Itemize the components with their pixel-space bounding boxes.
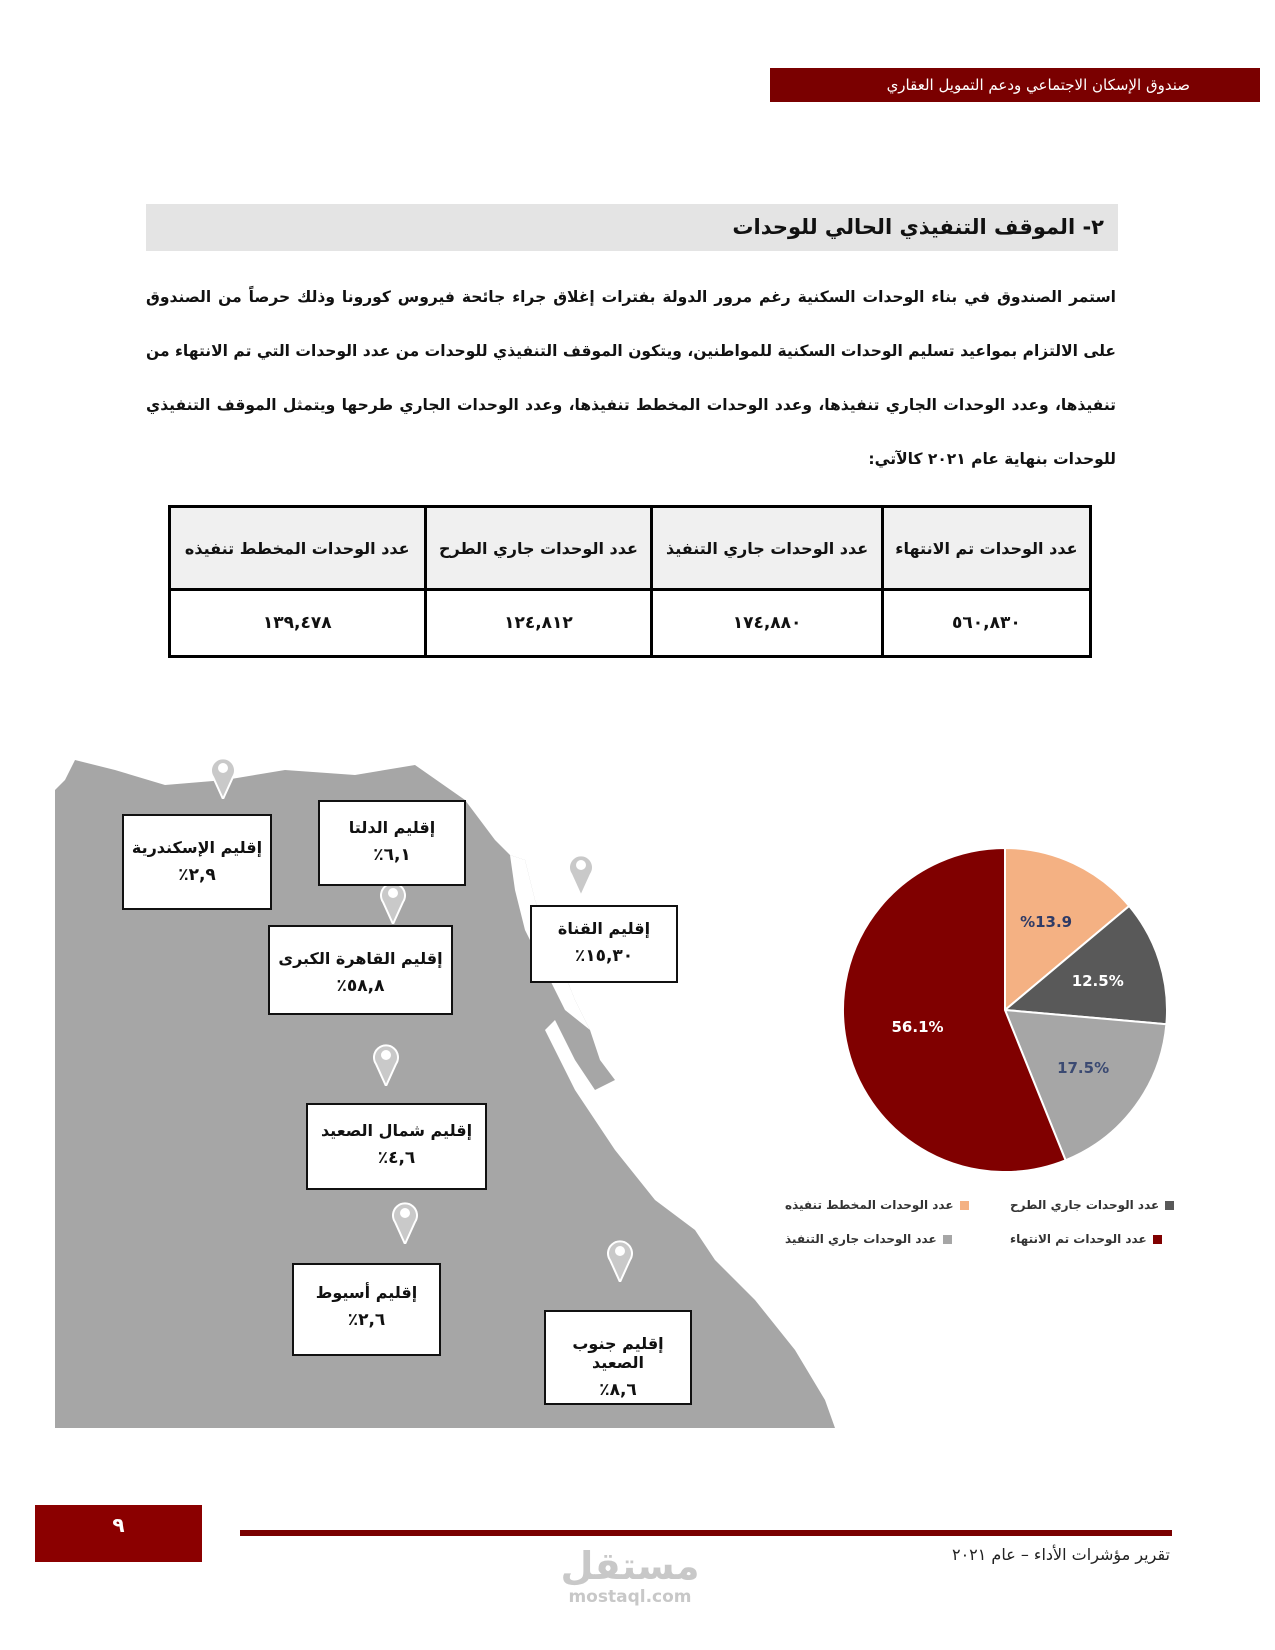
watermark-logo: مستقل	[560, 1544, 700, 1588]
legend-swatch	[1165, 1201, 1174, 1210]
units-pie-chart	[835, 840, 1175, 1180]
region-name: إقليم جنوب الصعيد	[572, 1334, 664, 1372]
region-percent: ٢,٦٪	[347, 1310, 386, 1330]
page-number-box	[35, 1505, 202, 1562]
legend-swatch	[960, 1201, 969, 1210]
region-box-delta	[318, 800, 466, 886]
table-cell: ١٣٩,٤٧٨	[170, 590, 426, 657]
region-percent: ١٥,٣٠٪	[574, 946, 634, 966]
table-cell: ١٢٤,٨١٢	[425, 590, 652, 657]
page-number: ٩	[112, 1513, 125, 1537]
legend-item	[785, 1232, 952, 1246]
table-header-row	[170, 507, 1091, 590]
region-name: إقليم شمال الصعيد	[320, 1121, 473, 1140]
legend-item	[785, 1198, 969, 1212]
table-header-cell: عدد الوحدات جاري التنفيذ	[652, 507, 882, 590]
section-title: ٢- الموقف التنفيذي الحالي للوحدات	[732, 215, 1104, 239]
pie-data-label: 17.5%	[1057, 1058, 1110, 1077]
legend-item	[1010, 1198, 1174, 1212]
region-percent: ٦,١٪	[373, 845, 411, 865]
region-name: إقليم الدلتا	[348, 818, 436, 837]
table-header-cell: عدد الوحدات جاري الطرح	[425, 507, 652, 590]
units-table	[168, 505, 1092, 658]
footer-report-title: تقرير مؤشرات الأداء – عام ٢٠٢١	[951, 1545, 1170, 1564]
legend-label: عدد الوحدات تم الانتهاء	[1010, 1232, 1147, 1246]
table-cell: ١٧٤,٨٨٠	[652, 590, 882, 657]
watermark	[500, 1545, 760, 1607]
region-name: إقليم أسيوط	[315, 1283, 418, 1302]
region-percent: ٨,٦٪	[599, 1380, 637, 1400]
header-title: صندوق الإسكان الاجتماعي ودعم التمويل العقاري	[886, 76, 1190, 94]
intro-paragraph: استمر الصندوق في بناء الوحدات السكنية رغم مرور الدولة بفترات إغلاق جراء جائحة فيروس كورونا وذلك حرصاً من الصندوق على الالتزام بمواعيد تسليم الوحدات السكنية للمواطنين، ويتكون الموقف التنفيذي للوحدات من عدد الوحدات التي تم الانتهاء من تنفيذها، وعدد الوحدات الجاري تنفيذها، وعدد الوحدات المخطط تنفيذها، وعدد الوحدات الجاري طرحها ويتمثل الموقف التنفيذي للوحدات بنهاية عام ٢٠٢١ كالآتي:	[146, 288, 1116, 468]
table-row	[170, 590, 1091, 657]
legend-swatch	[1153, 1235, 1162, 1244]
map-pin-icon	[568, 852, 594, 896]
region-box-greater-cairo	[268, 925, 453, 1015]
region-box-assiut	[292, 1263, 441, 1356]
pie-data-label: 56.1%	[891, 1017, 944, 1036]
map-pin-icon	[210, 755, 236, 799]
legend-label: عدد الوحدات جاري الطرح	[1010, 1198, 1160, 1212]
watermark-url: mostaql.com	[568, 1587, 692, 1607]
map-pin-icon	[607, 1238, 633, 1282]
header-bar	[770, 68, 1260, 102]
table-header-cell: عدد الوحدات تم الانتهاء	[882, 507, 1090, 590]
table-cell: ٥٦٠,٨٣٠	[882, 590, 1090, 657]
region-name: إقليم الإسكندرية	[131, 838, 263, 857]
pie-data-label: 12.5%	[1071, 971, 1124, 990]
region-box-canal	[530, 905, 678, 983]
region-box-north-upper-egypt	[306, 1103, 487, 1190]
map-pin-icon	[373, 1042, 399, 1086]
map-pin-icon	[392, 1200, 418, 1244]
region-name: إقليم القاهرة الكبرى	[278, 949, 443, 968]
legend-item	[1010, 1232, 1162, 1246]
legend-label: عدد الوحدات جاري التنفيذ	[785, 1232, 937, 1246]
region-name: إقليم القناة	[557, 919, 651, 938]
footer-divider	[240, 1530, 1172, 1536]
region-box-alexandria	[122, 814, 272, 910]
region-box-south-upper-egypt	[544, 1310, 692, 1405]
pie-data-label: %13.9	[1020, 912, 1073, 931]
legend-swatch	[943, 1235, 952, 1244]
region-percent: ٥٨,٨٪	[336, 976, 385, 996]
table-header-cell: عدد الوحدات المخطط تنفيذه	[170, 507, 426, 590]
egypt-map	[55, 760, 835, 1440]
legend-label: عدد الوحدات المخطط تنفيذه	[785, 1198, 954, 1212]
section-heading-bar	[146, 204, 1118, 251]
region-percent: ٤,٦٪	[377, 1148, 416, 1168]
region-percent: ٢,٩٪	[178, 865, 216, 885]
map-pin-icon	[380, 880, 406, 924]
